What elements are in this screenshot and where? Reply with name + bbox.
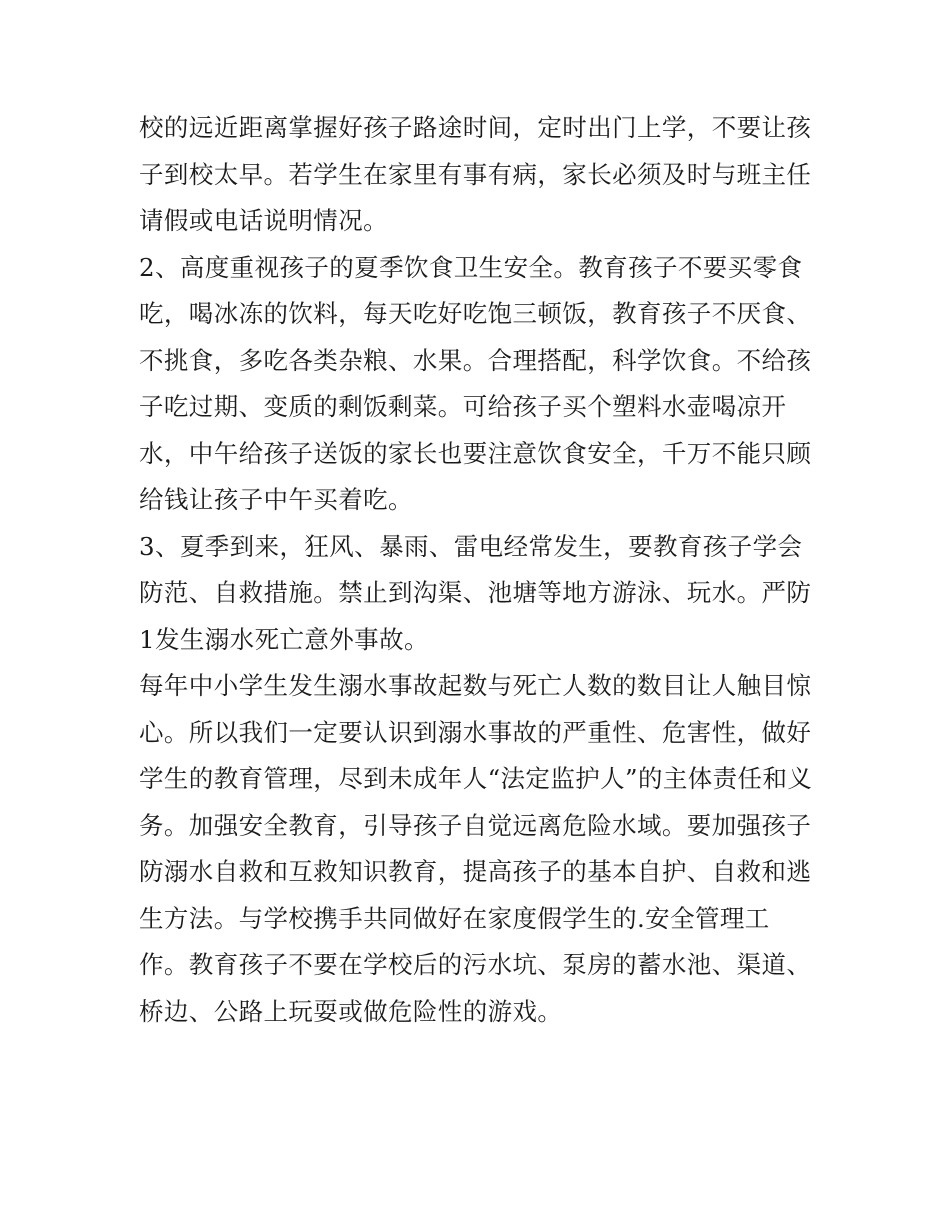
text-line: 校的远近距离掌握好孩子路途时间，定时出门上学，不要让孩 — [139, 113, 812, 142]
text-line: 子到校太早。若学生在家里有事有病，家长必须及时与班主任 — [139, 159, 812, 189]
text-line: 请假或电话说明情况。 — [139, 206, 388, 235]
text-line: 学生的教育管理，尽到未成年人“法定监护人”的主体责任和义 — [139, 764, 813, 793]
text-line: 1发生溺水死亡意外事故。 — [139, 624, 429, 654]
text-line: 桥边、公路上玩耍或做危险性的游戏。 — [139, 996, 563, 1026]
document-body — [139, 105, 819, 1035]
text-line: 给钱让孩子中午买着吃。 — [139, 485, 413, 514]
text-line: 心。所以我们一定要认识到溺水事故的严重性、危害性，做好 — [139, 717, 812, 747]
text-line: 每年中小学生发生溺水事故起数与死亡人数的数目让人触目惊 — [139, 671, 812, 700]
text-line: 3、夏季到来，狂风、暴雨、雷电经常发生，要教育孩子学会 — [139, 531, 803, 561]
text-line: 水，中午给孩子送饭的家长也要注意饮食安全，千万不能只顾 — [139, 438, 812, 468]
text-line: 防溺水自救和互救知识教育，提高孩子的基本自护、自救和逃 — [139, 857, 812, 886]
text-line: 吃，喝冰冻的饮料，每天吃好吃饱三顿饭，教育孩子不厌食、 — [139, 299, 812, 328]
text-line: 防范、自救措施。禁止到沟渠、池塘等地方游泳、玩水。严防 — [139, 578, 812, 607]
text-line: 作。教育孩子不要在学校后的污水坑、泵房的蓄水池、渠道、 — [139, 950, 812, 979]
text-line: 子吃过期、变质的剩饭剩菜。可给孩子买个塑料水壶喝凉开 — [139, 392, 787, 421]
text-line: 务。加强安全教育，引导孩子自觉远离危险水域。要加强孩子 — [139, 810, 812, 840]
text-line: 生方法。与学校携手共同做好在家度假学生的.安全管理工 — [139, 903, 770, 933]
text-line: 2、高度重视孩子的夏季饮食卫生安全。教育孩子不要买零食 — [139, 252, 803, 282]
text-line: 不挑食，多吃各类杂粮、水果。合理搭配，科学饮食。不给孩 — [139, 345, 812, 375]
